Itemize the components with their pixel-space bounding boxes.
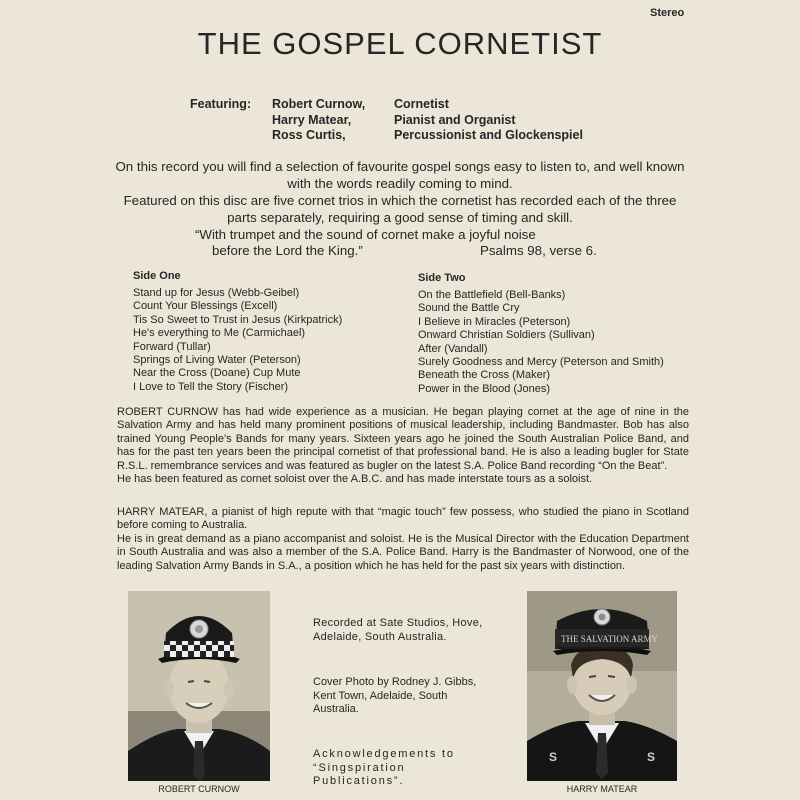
performer-name: Ross Curtis, (272, 128, 346, 142)
track-item: Tis So Sweet to Trust in Jesus (Kirkpatrick) (133, 313, 343, 326)
police-portrait-image (128, 591, 270, 781)
performer-role: Pianist and Organist (394, 112, 516, 127)
cap-band-text: THE SALVATION ARMY (561, 634, 659, 644)
scripture-quote-line-1: “With trumpet and the sound of cornet make a joyful noise (195, 227, 536, 242)
track-item: Count Your Blessings (Excell) (133, 300, 278, 313)
bio-paragraph: ROBERT CURNOW has had wide experience as a musician. He began playing cornet at the age of nine in the Salvation Army and has held many prominent positions of musical leadership, including Bandmaster. Bob has also trained Young People's Bands for many years. Sixteen years ago he joined the South Australian Police Band, and has for the past ten years been the principal cornetist of that professional band. He is also a leading bugler for State R.S.L. remembrance services and was featured as bugler on the latest S.A. Police Band recording “On the Beat”. (117, 406, 689, 472)
cover-photo-credit: Cover Photo by Rodney J. Gibbs, Kent Town, Adelaide, South Australia. (313, 676, 477, 715)
track-item: Sound the Battle Cry (418, 302, 520, 315)
bio-paragraph: He is in great demand as a piano accompanist and soloist. He is the Musical Director with the Education Department in South Australia and was also a member of the S.A. Police Band. Harry is the Bandmaster of Norwood, one of the leading Salvation Army Bands in S.A., a position which he has held for the past six years with distinction. (117, 532, 689, 572)
performer-role: Percussionist and Glockenspiel (394, 128, 583, 142)
scripture-quote-line-2: before the Lord the King.” (212, 243, 363, 258)
epaulette-letter-right: S (647, 750, 656, 764)
salvation-army-portrait-image (527, 591, 677, 781)
featuring-label: Featuring: (190, 97, 252, 111)
track-item: Onward Christian Soldiers (Sullivan) (418, 329, 595, 342)
recording-studio-credit: Recorded at Sate Studios, Hove, Adelaide, South Australia. (313, 617, 483, 643)
album-title: THE GOSPEL CORNETIST (197, 26, 603, 61)
performer-names (272, 97, 365, 144)
performer-name: Harry Matear, (272, 112, 352, 127)
performer-role: Cornetist (394, 97, 449, 111)
intro-paragraph-1: On this record you will find a selection of favourite gospel songs easy to listen to, and well known with the words readily coming to mind. (115, 159, 685, 191)
track-item: I Love to Tell the Story (Fischer) (133, 380, 289, 393)
harry-matear-photo (527, 591, 677, 781)
right-photo-caption: HARRY MATEAR (566, 784, 638, 794)
track-item: On the Battlefield (Bell-Banks) (418, 289, 566, 301)
bio-paragraph: He has been featured as cornet soloist over the A.B.C. and has made interstate tours as a soloist. (117, 473, 593, 486)
track-item: Forward (Tullar) (133, 340, 211, 353)
track-item: Springs of Living Water (Peterson) (133, 354, 301, 367)
track-item: Stand up for Jesus (Webb-Geibel) (133, 287, 300, 299)
epaulette-letter-left: S (549, 750, 558, 764)
track-item: Surely Goodness and Mercy (Peterson and Smith) (418, 356, 664, 369)
scripture-reference: Psalms 98, verse 6. (480, 243, 597, 258)
robert-curnow-bio (117, 406, 689, 486)
track-item: Near the Cross (Doane) Cup Mute (133, 367, 301, 380)
robert-curnow-photo (128, 591, 270, 781)
track-item: After (Vandall) (418, 342, 488, 355)
track-item: Power in the Blood (Jones) (418, 382, 551, 395)
side-one-heading: Side One (133, 270, 181, 282)
performer-name: Robert Curnow, (272, 97, 366, 111)
bio-paragraph: HARRY MATEAR, a pianist of high repute with that “magic touch” few possess, who studied the piano in Scotland before coming to Australia. (117, 506, 689, 532)
track-item: I Believe in Miracles (Peterson) (418, 315, 571, 328)
harry-matear-bio (117, 506, 689, 573)
side-two-track-list (418, 289, 688, 396)
stereo-label: Stereo (650, 7, 685, 19)
left-photo-caption: ROBERT CURNOW (158, 784, 240, 794)
intro-paragraph-2: Featured on this disc are five cornet trios in which the cornetist has recorded each of the three parts separately, requiring a good sense of timing and skill. (123, 193, 677, 225)
track-item: Beneath the Cross (Maker) (418, 369, 551, 382)
side-one-track-list (133, 287, 403, 394)
side-two-heading: Side Two (418, 272, 466, 284)
performer-roles (394, 97, 583, 144)
track-item: He's everything to Me (Carmichael) (133, 327, 306, 340)
acknowledgements-credit: Acknowledgements to “Singspiration Publications”. (313, 748, 455, 787)
